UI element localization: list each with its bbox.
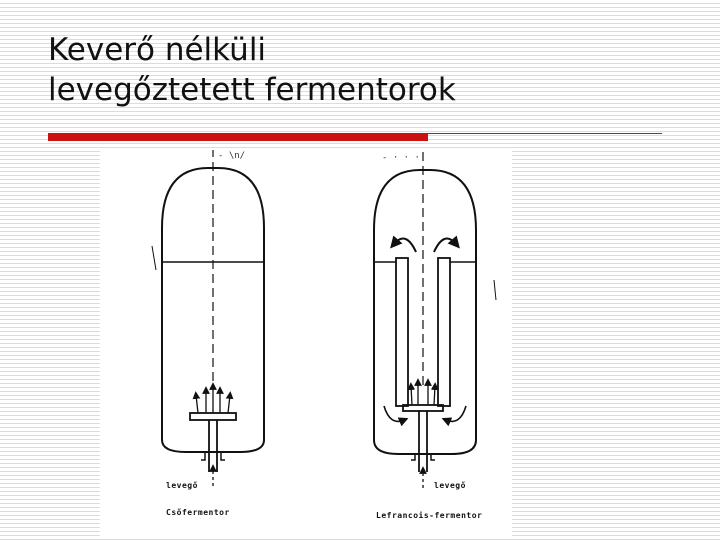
left-wall-mark [152, 246, 156, 270]
title-underline-thin [428, 133, 662, 134]
title-line-1: Keverő nélküli [48, 32, 267, 68]
left-air-label: levegő [166, 481, 198, 490]
right-draft-tube-right [438, 258, 450, 406]
lefrancois-fermenter [374, 152, 496, 488]
tube-fermenter [152, 150, 264, 486]
right-flow-arrow-top-left [394, 239, 416, 252]
right-flow-arrow-bottom-right [446, 406, 466, 421]
right-draft-tube-left [396, 258, 408, 406]
right-sparger-plate [403, 405, 443, 411]
fermentor-figure [100, 150, 512, 538]
right-caption: Lefrancois-fermentor [376, 511, 483, 520]
left-bubble-arrow-1 [196, 395, 198, 413]
left-caption: Csőfermentor [166, 508, 230, 517]
left-bubble-arrow-5 [228, 395, 230, 413]
title-line-2: levegőztetett fermentorok [48, 72, 456, 108]
right-flow-arrow-bottom-left [384, 406, 404, 421]
left-sparger-plate [190, 413, 236, 420]
slide-title [48, 30, 688, 110]
title-underline-accent [48, 133, 428, 141]
left-outlet-stub [201, 452, 225, 460]
right-flow-arrow-top-right [434, 239, 456, 252]
right-air-label: levegő [434, 481, 466, 490]
fermentor-diagram [100, 150, 512, 538]
right-top-label: - · · · [382, 153, 420, 163]
left-top-label: - \n/ [218, 151, 246, 161]
right-bubble-arrow-4 [434, 386, 435, 405]
right-wall-mark [494, 280, 496, 300]
right-bubble-arrow-1 [411, 386, 412, 405]
